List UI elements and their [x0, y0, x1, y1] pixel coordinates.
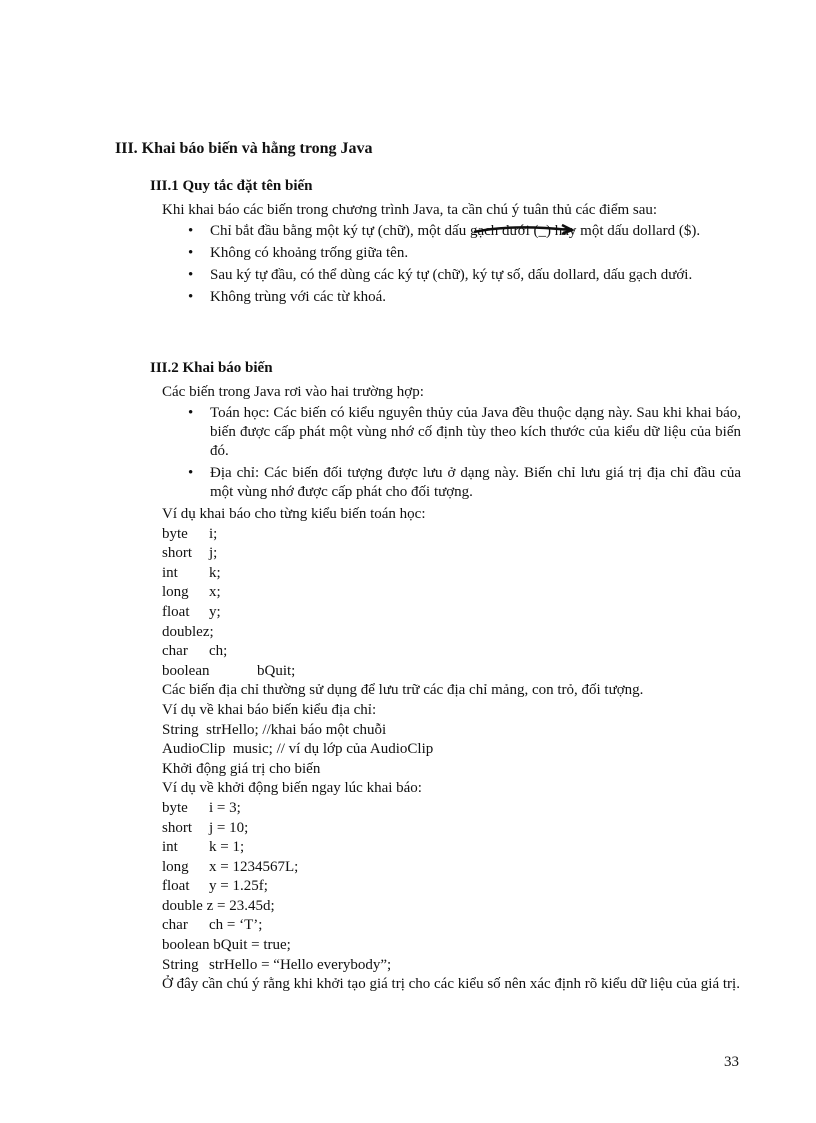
code-line: long x = 1234567L;: [162, 858, 299, 875]
example-intro: Ví dụ khai báo cho từng kiểu biến toán học:: [162, 506, 426, 522]
bullet-icon: •: [188, 223, 194, 239]
variable-kinds-list: [186, 404, 741, 505]
code-line: long x;: [162, 584, 221, 601]
list-item: • Toán học: Các biến có kiểu nguyên thủy của Java đều thuộc dạng này. Sau khi khai báo, biến được cấp phát một vùng nhớ cố định tùy theo kích thước của kiểu dữ liệu của biến đó.: [188, 405, 741, 459]
naming-rules-intro: Khi khai báo các biến trong chương trình Java, ta cần chú ý tuân thủ các điểm sau:: [162, 202, 658, 218]
declaration-intro: Các biến trong Java rơi vào hai trường hợp:: [162, 384, 424, 400]
list-item: • Sau ký tự đầu, có thể dùng các ký tự (chữ), ký tự số, dấu dollard, dấu gạch dưới.: [188, 267, 693, 283]
list-item: • Chỉ bắt đầu bằng một ký tự (chữ), một dấu gạch dưới (_) hay một dấu dollard ($).: [188, 223, 701, 239]
code-line: String strHello = “Hello everybody”;: [162, 956, 392, 973]
reference-example-intro: Ví dụ về khai báo biến kiểu địa chỉ:: [162, 701, 377, 718]
code-line: byte i;: [162, 525, 218, 542]
code-line: int k;: [162, 564, 221, 581]
list-item: • Không trùng với các từ khoá.: [188, 289, 387, 305]
code-line: short j = 10;: [162, 819, 249, 836]
bullet-icon: •: [188, 245, 194, 261]
list-item: • Không có khoảng trống giữa tên.: [188, 245, 409, 261]
bullet-icon: •: [188, 405, 194, 421]
bullet-icon: •: [188, 267, 194, 283]
code-line: float y;: [162, 603, 221, 620]
section-title: III. Khai báo biến và hằng trong Java: [115, 140, 373, 157]
code-line: doublez;: [162, 623, 214, 640]
code-line: char ch;: [162, 643, 228, 660]
list-item: • Địa chỉ: Các biến đối tượng được lưu ở dạng này. Biến chỉ lưu giá trị địa chỉ đầu của một vùng nhớ được cấp phát cho đối tượng.: [188, 465, 741, 500]
declaration-examples: [162, 505, 643, 975]
code-line: double z = 23.45d;: [162, 897, 275, 914]
closing-paragraph: Ở đây cần chú ý rằng khi khởi tạo giá trị cho các kiểu số nên xác định rõ kiểu dữ liệu của giá trị.: [162, 976, 740, 992]
code-line: char ch = ‘T’;: [162, 917, 263, 934]
initialization-heading: Khởi động giá trị cho biến: [162, 760, 321, 777]
code-line: AudioClip music; // ví dụ lớp của AudioClip: [162, 741, 434, 758]
initialization-intro: Ví dụ về khởi động biến ngay lúc khai báo:: [162, 780, 422, 797]
subsection-title-naming-rules: III.1 Quy tắc đặt tên biến: [150, 178, 313, 194]
subsection-title-declaration: III.2 Khai báo biến: [150, 360, 273, 376]
code-line: byte i = 3;: [162, 799, 241, 816]
reference-variables-text: Các biến địa chỉ thường sử dụng để lưu trữ các địa chỉ mảng, con trỏ, đối tượng.: [162, 682, 644, 699]
code-line: int k = 1;: [162, 839, 245, 856]
bullet-icon: •: [188, 289, 194, 305]
code-line: float y = 1.25f;: [162, 878, 268, 895]
code-line: String strHello; //khai báo một chuỗi: [162, 721, 387, 738]
code-line: short j;: [162, 545, 218, 562]
page-number: 33: [724, 1054, 739, 1070]
naming-rules-list: [186, 222, 741, 310]
bullet-icon: •: [188, 465, 194, 481]
code-line: boolean bQuit = true;: [162, 937, 291, 954]
code-line: boolean bQuit;: [162, 662, 296, 679]
